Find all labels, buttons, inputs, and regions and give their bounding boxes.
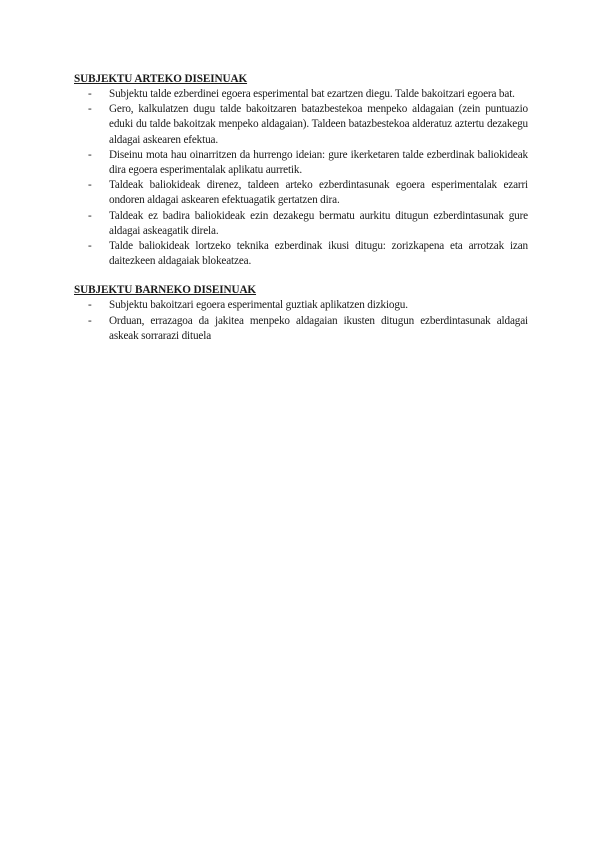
bullet-dash: - xyxy=(88,209,92,222)
list-item-text: Diseinu mota hau oinarritzen da hurrengo ideian: gure ikerketaren talde ezberdinak baliokideak dira egoera esperimentalak aplikatu aurretik. xyxy=(109,148,528,177)
bullet-dash: - xyxy=(88,103,92,116)
list-item xyxy=(74,239,528,269)
bullet-dash: - xyxy=(88,240,92,253)
list-item-text: Subjektu bakoitzari egoera esperimental guztiak aplikatzen dizkiogu. xyxy=(109,299,408,312)
list-item-text: Taldeak baliokideak direnez, taldeen arteko ezberdintasunak egoera esperimentalak ezarri ondoren aldagai askearen efektuagatik gertatzen dira. xyxy=(109,179,528,207)
list-item xyxy=(74,87,528,102)
section-between-subjects xyxy=(74,72,528,269)
bullet-list xyxy=(74,87,528,269)
list-item xyxy=(74,209,528,239)
document-body xyxy=(74,72,528,358)
list-item xyxy=(74,102,528,148)
bullet-dash: - xyxy=(88,148,92,161)
section-heading: SUBJEKTU BARNEKO DISEINUAK xyxy=(74,284,257,297)
list-item-text: Gero, kalkulatzen dugu talde bakoitzaren batazbestekoa menpeko aldagaian (zein puntuazio eduki du talde bakoitzak menpeko aldagaian). Taldeen batazbestekoa alderatuz aztertu dezakegu aldagai askearen efektua. xyxy=(109,103,528,146)
list-item-text: Talde baliokideak lortzeko teknika ezberdinak ikusi ditugu: zorizkapena eta arrotzak izan daitezkeen aldagaiak blokeatzea. xyxy=(109,240,528,268)
section-heading: SUBJEKTU ARTEKO DISEINUAK xyxy=(74,73,248,85)
bullet-dash: - xyxy=(88,299,92,312)
list-item xyxy=(74,148,528,178)
bullet-dash: - xyxy=(88,314,92,327)
bullet-list xyxy=(74,298,528,344)
list-item xyxy=(74,314,528,344)
list-item xyxy=(74,178,528,208)
section-within-subjects xyxy=(74,283,528,344)
list-item-text: Orduan, errazagoa da jakitea menpeko aldagaian ikusten ditugun ezberdintasunak aldagai askeak sorrarazi dituela xyxy=(109,314,528,342)
list-item xyxy=(74,298,528,313)
list-item-text: Subjektu talde ezberdinei egoera esperimental bat ezartzen diegu. Talde bakoitzari egoera bat. xyxy=(109,88,515,100)
bullet-dash: - xyxy=(88,179,92,192)
bullet-dash: - xyxy=(88,88,92,100)
list-item-text: Taldeak ez badira baliokideak ezin dezakegu bermatu aurkitu ditugun ezberdintasunak gure aldagai askeagatik direla. xyxy=(109,209,528,237)
